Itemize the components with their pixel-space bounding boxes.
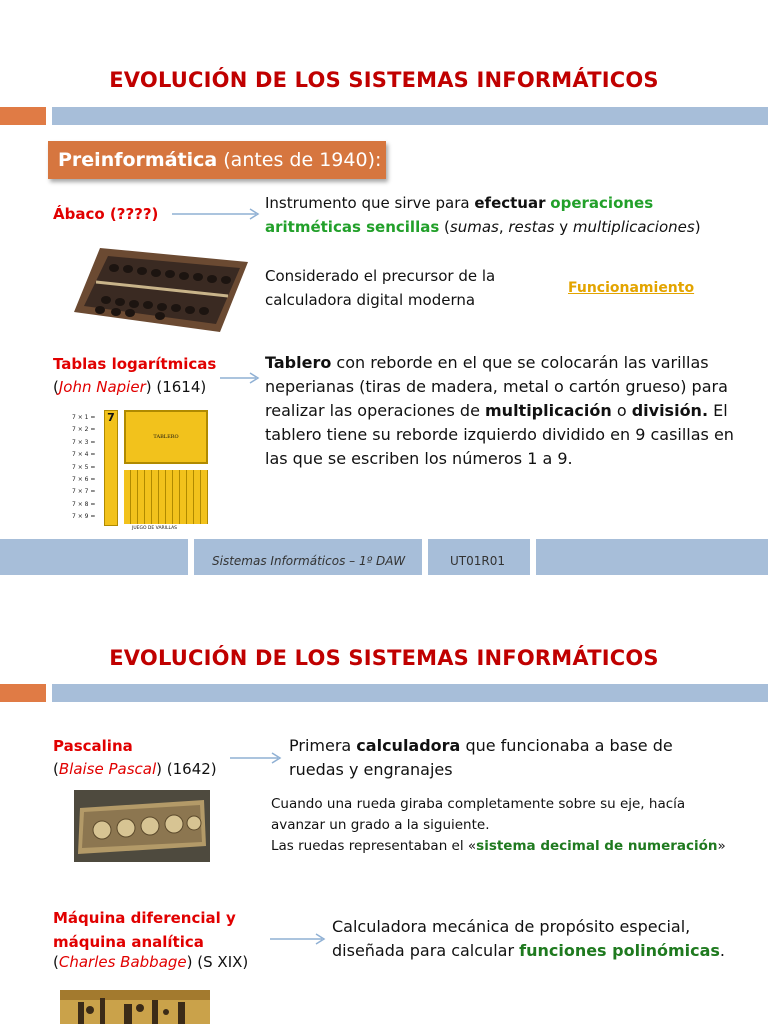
slide1-title: EVOLUCIÓN DE LOS SISTEMAS INFORMÁTICOS	[109, 68, 659, 92]
slide2-header-band	[52, 684, 768, 702]
slide1-header-band	[52, 107, 768, 125]
napier-row-label: 7 × 5 =	[72, 463, 96, 471]
napier-row-list	[72, 412, 95, 524]
pascalina-label: Pascalina	[53, 737, 133, 755]
babbage-description: Calculadora mecánica de propósito especial, diseñada para calcular funciones polinómicas.	[332, 917, 725, 960]
napier-rods	[124, 470, 208, 524]
babbage-machine-image	[60, 990, 210, 1024]
abaco-description: Instrumento que sirve para efectuar operaciones aritméticas sencillas (sumas, restas y multiplicaciones)	[265, 194, 701, 236]
tablas-label: Tablas logarítmicas	[53, 355, 217, 373]
abacus-image	[70, 240, 250, 340]
napier-row-label: 7 × 9 =	[72, 513, 96, 521]
babbage-label: Máquina diferencial y máquina analítica	[53, 909, 236, 951]
napier-row-label: 7 × 7 =	[72, 488, 96, 496]
arrow-icon	[268, 932, 328, 946]
arrow-icon	[228, 751, 284, 765]
section-title-rest: (antes de 1940):	[217, 149, 382, 171]
pascalina-author: (Blaise Pascal) (1642)	[53, 760, 217, 778]
napier-tablero: TABLERO	[124, 410, 208, 464]
arrow-icon	[218, 371, 262, 385]
pascalina-image	[74, 790, 210, 862]
pascalina-details: Cuando una rueda giraba completamente sobre su eje, hacía avanzar un grado a la siguiente. Las ruedas representaban el «sistema decimal de numeración»	[271, 796, 726, 854]
abaco-label: Ábaco (????)	[53, 205, 159, 223]
slide2-title: EVOLUCIÓN DE LOS SISTEMAS INFORMÁTICOS	[109, 646, 659, 670]
footer-course: Sistemas Informáticos – 1º DAW	[212, 554, 406, 568]
napier-row-label: 7 × 8 =	[72, 500, 96, 508]
napier-row-label: 7 × 4 =	[72, 451, 96, 459]
tablas-description: Tablero con reborde en el que se colocarán las varillas neperianas (tiras de madera, metal o cartón grueso) para realizar las operaciones de multiplicación o división. El tablero tiene su reborde izquierdo dividido en 9 casillas en las que se escriben los números 1 a 9.	[265, 353, 734, 468]
abaco-precursor: Considerado el precursor de la calculadora digital moderna	[265, 267, 496, 309]
napier-row-label: 7 × 2 =	[72, 426, 96, 434]
napier-board-image: 7 × 1 = 7 × 2 = 7 × 3 = 7 × 4 = 7 × 5 = 7 × 6 = 7 × 7 = 7 × 8 = 7 × 9 = 7 TABLERO JUEGO DE VARILLAS	[72, 408, 214, 536]
section-title-bold: Preinformática	[58, 149, 218, 171]
napier-row-label: 7 × 3 =	[72, 438, 96, 446]
napier-index-rod: 7	[104, 410, 118, 526]
napier-row-label: 7 × 6 =	[72, 476, 96, 484]
slide1-accent-band	[0, 107, 46, 125]
napier-row-label: 7 × 1 =	[72, 414, 96, 421]
slide2-accent-band	[0, 684, 46, 702]
tablas-author: (John Napier) (1614)	[53, 378, 207, 396]
pascalina-description: Primera calculadora que funcionaba a base de ruedas y engranajes	[289, 736, 673, 779]
funcionamiento-link[interactable]: Funcionamiento	[568, 280, 695, 296]
arrow-icon	[170, 207, 262, 221]
section-preinformatica	[48, 141, 386, 179]
babbage-author: (Charles Babbage) (S XIX)	[53, 953, 249, 971]
footer-code: UT01R01	[450, 554, 505, 568]
